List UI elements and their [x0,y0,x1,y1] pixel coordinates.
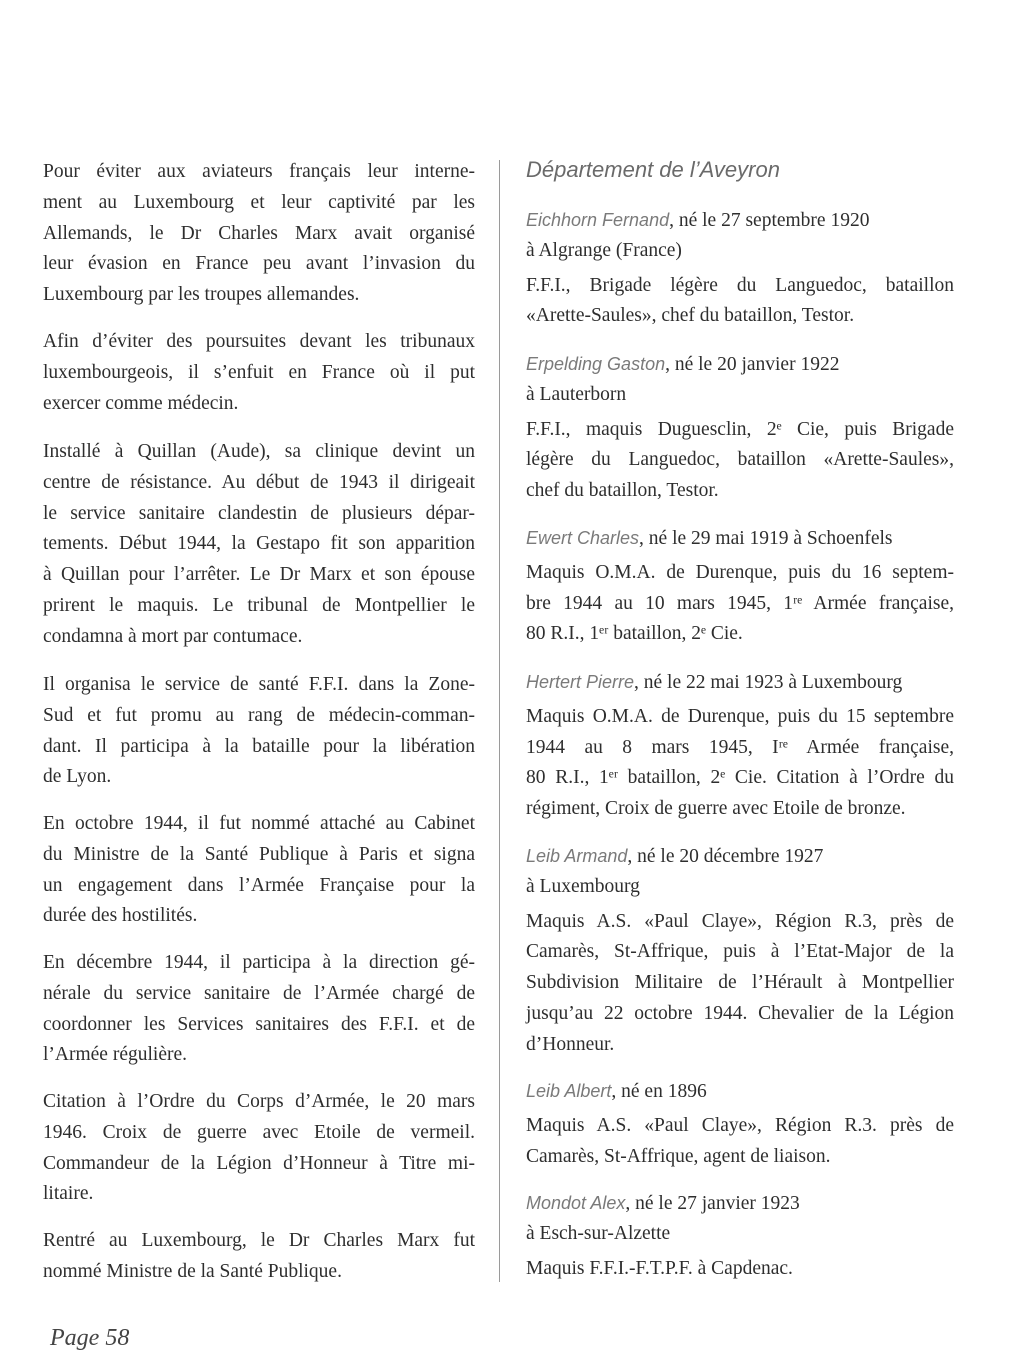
text-line: Maquis F.F.I.-F.T.P.F. à Capdenac. [526,1257,793,1279]
birth-text: à Algrange (France) [526,239,682,261]
text-line: Camarès, St-Affrique, puis à l’Etat-Major de la [526,941,954,963]
person-name: Hertert Pierre [526,672,635,692]
entry [526,667,954,825]
person-name: Eichhorn Fernand [526,210,670,230]
entry-birth-line [526,236,954,267]
person-name: Mondot Alex [526,1193,626,1213]
entry [526,1076,954,1172]
birth-text: , né le 29 mai 1919 à Schoenfels [639,528,893,549]
entry-birth-line [526,205,954,236]
text-line: 1946. Croix de guerre avec Etoile de vermeil. [43,1121,475,1143]
person-name: Leib Albert [526,1081,612,1101]
text-line: nérale du service sanitaire de l’Armée chargé de [43,982,475,1004]
paragraph [43,157,475,311]
entry [526,205,954,332]
text-line: Subdivision Militaire de l’Hérault à Montpellier [526,972,954,994]
person-name: Leib Armand [526,846,628,866]
text-line: exercer comme médecin. [43,392,239,414]
text-line: chef du bataillon, Testor. [526,480,719,502]
text-line: Maquis A.S. «Paul Claye», Région R.3. près de [526,1114,954,1136]
text-line: Citation à l’Ordre du Corps d’Armée, le 20 mars [43,1091,475,1112]
text-line: nommé Ministre de la Santé Publique. [43,1260,342,1282]
paragraph [43,809,475,932]
entry-birth-line [526,380,954,411]
text-line: Luxembourg par les troupes allemandes. [43,284,360,306]
text-line: le service sanitaire clandestin de plusieurs dépar- [43,502,475,524]
paragraph [43,670,475,793]
text-line: jusqu’au 22 octobre 1944. Chevalier de la Légion [526,1002,954,1024]
text-line: dant. Il participa à la bataille pour la libération [43,735,475,757]
text-line: luxembourgeois, il s’enfuit en France où il put [43,361,475,383]
page-number: Page 58 [50,1325,130,1351]
text-line: à Quillan pour l’arrêter. Le Dr Marx et son épouse [43,564,475,586]
birth-text: , né le 20 décembre 1927 [627,846,824,867]
text-line: régiment, Croix de guerre avec Etoile de bronze. [526,798,906,820]
text-line: En décembre 1944, il participa à la direction gé- [43,952,475,973]
text-line: litaire. [43,1183,94,1205]
entry-birth-line [526,667,954,698]
text-line: prirent le maquis. Le tribunal de Montpellier le [43,594,475,616]
entry-birth-line [526,1076,954,1107]
text-line: durée des hostilités. [43,905,198,927]
birth-text: , né le 22 mai 1923 à Luxembourg [634,672,903,693]
text-line: «Arette-Saules», chef du bataillon, Testor. [526,305,855,327]
text-line: un engagement dans l’Armée Française pour la [43,874,475,896]
paragraph [43,327,475,419]
text-line: Maquis O.M.A. de Durenque, puis du 16 septem- [526,561,954,583]
paragraph [43,1087,475,1210]
paragraph [43,1226,475,1288]
text-line: Pour éviter aux aviateurs français leur interne- [43,161,475,182]
text-line: du Ministre de la Santé Publique à Paris et signa [43,843,475,865]
column-divider [499,160,500,1282]
text-line: F.F.I., Brigade légère du Languedoc, bataillon [526,274,954,296]
paragraph [43,437,475,653]
text-line: Il organisa le service de santé F.F.I. dans la Zone- [43,674,475,695]
text-line: Installé à Quillan (Aude), sa clinique devint un [43,441,475,462]
text-line: 1944 au 8 mars 1945, Iʳᵉ Armée française, [526,736,954,758]
entry [526,349,954,507]
birth-text: à Luxembourg [526,875,640,897]
text-line: de Lyon. [43,766,112,788]
entry-birth-line [526,872,954,903]
text-line: Rentré au Luxembourg, le Dr Charles Marx fut [43,1230,475,1251]
person-name: Erpelding Gaston [526,354,666,374]
text-line: En octobre 1944, il fut nommé attaché au Cabinet [43,813,475,834]
text-line: légère du Languedoc, bataillon «Arette-Saules», [526,449,954,471]
entry-birth-line [526,841,954,872]
text-line: bre 1944 au 10 mars 1945, 1ʳᵉ Armée française, [526,592,954,614]
text-line: Afin d’éviter des poursuites devant les tribunaux [43,331,475,352]
text-line: 80 R.I., 1ᵉʳ bataillon, 2ᵉ Cie. [526,623,743,645]
birth-text: , né le 27 septembre 1920 [669,210,870,231]
paragraph [43,948,475,1071]
text-line: Camarès, St-Affrique, agent de liaison. [526,1145,831,1167]
section-heading: Département de l’Aveyron [526,157,780,182]
text-line: Allemands, le Dr Charles Marx avait organisé [43,222,475,244]
text-line: tements. Début 1944, la Gestapo fit son apparition [43,533,475,555]
text-line: Maquis A.S. «Paul Claye», Région R.3, près de [526,910,954,932]
text-line: F.F.I., maquis Duguesclin, 2ᵉ Cie, puis Brigade [526,418,954,440]
birth-text: , né le 27 janvier 1923 [625,1193,800,1214]
person-name: Ewert Charles [526,528,640,548]
entry [526,1188,954,1284]
text-line: l’Armée régulière. [43,1044,188,1066]
entry-birth-line [526,523,954,554]
birth-text: à Lauterborn [526,383,627,405]
text-line: leur évasion en France peu avant l’invasion du [43,253,475,275]
text-line: condamna à mort par contumace. [43,625,303,647]
entry-birth-line [526,1219,954,1250]
entry-birth-line [526,349,954,380]
entry-birth-line [526,1188,954,1219]
entry [526,841,954,1061]
entry [526,523,954,650]
text-line: d’Honneur. [526,1033,615,1055]
birth-text: , né en 1896 [611,1081,707,1102]
text-line: centre de résistance. Au début de 1943 il dirigeait [43,471,475,493]
birth-text: , né le 20 janvier 1922 [665,354,840,375]
birth-text: à Esch-sur-Alzette [526,1222,671,1244]
text-line: Maquis O.M.A. de Durenque, puis du 15 septembre [526,705,954,727]
text-line: coordonner les Services sanitaires des F.F.I. et de [43,1013,475,1035]
text-line: Sud et fut promu au rang de médecin-comman- [43,704,475,726]
text-line: ment au Luxembourg et leur captivité par les [43,191,475,213]
text-line: 80 R.I., 1ᵉʳ bataillon, 2ᵉ Cie. Citation à l’Ordre du [526,767,954,789]
text-line: Commandeur de la Légion d’Honneur à Titre mi- [43,1152,475,1174]
